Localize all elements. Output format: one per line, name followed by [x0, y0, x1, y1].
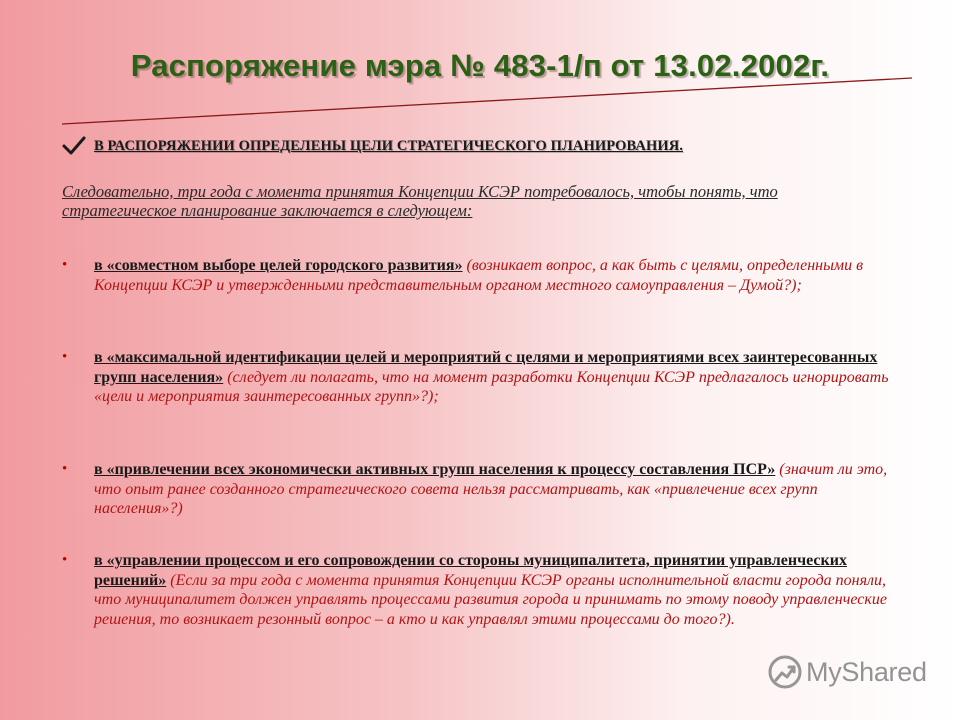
list-item: [62, 348, 902, 407]
list-item: [62, 551, 902, 629]
list-item-text: [94, 256, 902, 295]
checked-statement: [62, 138, 892, 156]
bullet-dot-icon: •: [62, 349, 68, 365]
list-item: [62, 460, 902, 519]
list-item-text: [94, 460, 902, 519]
bullet-dot-icon: •: [62, 257, 68, 273]
list-item-note: (следует ли полагать, что на момент разработки Концепции КСЭР предлагалось игнорировать «цели и мероприятия заинтересованных групп»?);: [94, 368, 889, 405]
myshared-logo-icon: [768, 655, 802, 689]
list-item-bold: в «управлении процессом и его сопровождении со стороны муниципалитета, принятии управленческих решений»: [94, 552, 847, 589]
list-item-bold: в «совместном выборе целей городского развития»: [94, 257, 463, 274]
list-item-note: (Если за три года с момента принятия Концепции КСЭР органы исполнительной власти города поняли, что муниципалитет должен управлять процессами развития города и принимать по этому поводу управленческие решения, то возникает резонный вопрос – а кто и как управлял этими процессами до того?).: [94, 571, 887, 628]
list-item-note: (значит ли это, что опыт ранее созданного стратегического совета нельзя рассматривать, как «привлечение всех групп населения»?): [94, 461, 888, 517]
myshared-watermark: [768, 655, 927, 689]
myshared-brand-text: MyShared: [806, 656, 927, 687]
page-title: Распоряжение мэра № 483-1/п от 13.02.2002г.: [130, 48, 830, 83]
list-item-note: (возникает вопрос, а как быть с целями, определенными в Концепции КСЭР и утвержденными представительным органом местного самоуправления – Думой?);: [94, 257, 864, 294]
list-item-bold: в «привлечении всех экономически активных групп населения к процессу составления ПСР»: [94, 461, 776, 478]
list-item: [62, 256, 902, 295]
list-item-text: [94, 348, 902, 407]
checkmark-icon: [62, 136, 86, 156]
intro-paragraph: Следовательно, три года с момента принятия Концепции КСЭР потребовалось, чтобы понять, что стратегическое планирование заключается в следующем:: [62, 182, 778, 220]
list-item-bold: в «максимальной идентификации целей и мероприятий с целями и мероприятиями всех заинтересованных групп населения»: [94, 349, 878, 386]
list-item-text: [94, 551, 902, 629]
title-underline: [0, 0, 960, 140]
bullet-dot-icon: •: [62, 552, 68, 568]
checked-statement-text: В РАСПОРЯЖЕНИИ ОПРЕДЕЛЕНЫ ЦЕЛИ СТРАТЕГИЧЕСКОГО ПЛАНИРОВАНИЯ.: [94, 138, 683, 154]
bullet-dot-icon: •: [62, 461, 68, 477]
